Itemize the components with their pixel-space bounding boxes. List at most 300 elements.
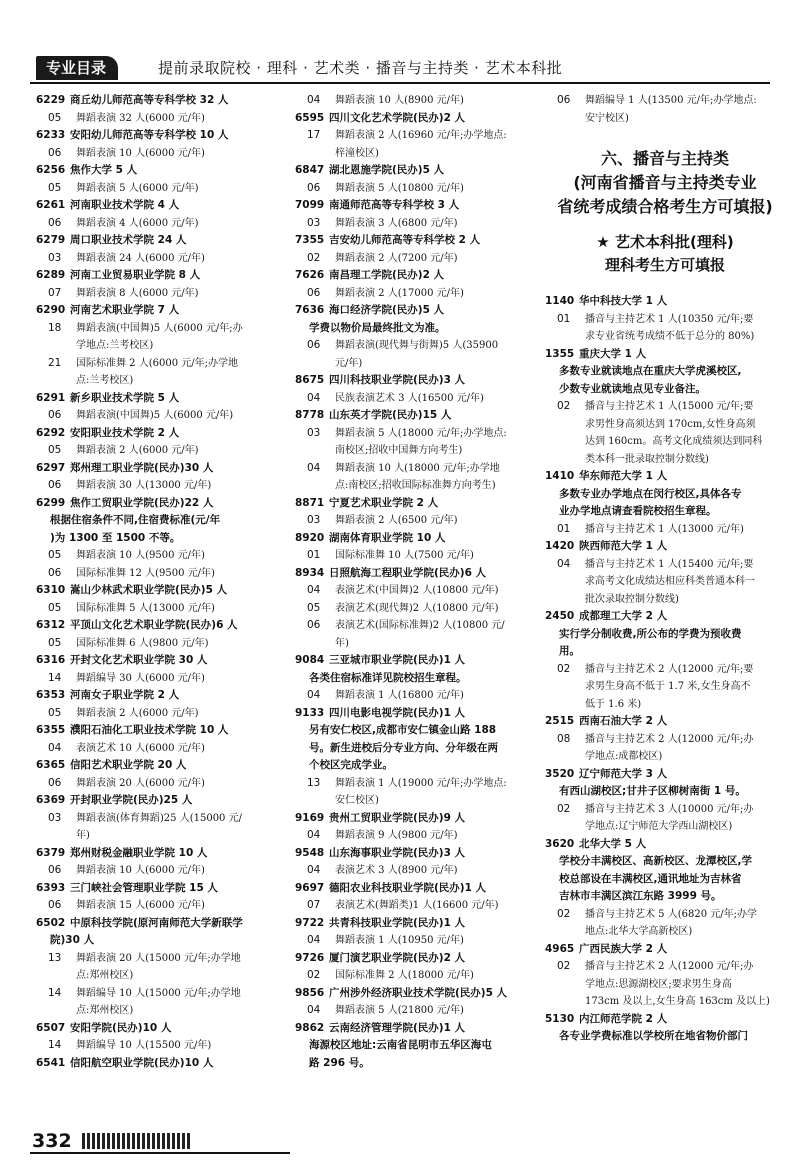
school-note: 根据住宿条件不同,住宿费标准(元/年 [50, 514, 221, 526]
school-name: 安阳学院(民办)10 人 [70, 1021, 172, 1034]
school-code: 9862 [295, 1021, 325, 1034]
program-text: 国际标准舞 5 人(13000 元/年) [76, 602, 215, 614]
program-code: 06 [48, 409, 62, 421]
program-code: 06 [307, 181, 321, 194]
program-entry [36, 1037, 281, 1055]
school-name: 三门峡社会管理职业学院 15 人 [70, 881, 218, 894]
program-continuation: 点:郑州校区) [76, 1005, 134, 1016]
school-name: 南昌理工学院(民办)2 人 [329, 269, 445, 281]
school-entry [295, 845, 540, 863]
program-text: 国际标准舞 6 人(9800 元/年) [76, 637, 209, 649]
school-code: 5130 [545, 1012, 575, 1025]
program-code: 06 [48, 899, 62, 911]
program-text: 舞蹈表演 10 人(18000 元/年;办学地 [335, 462, 500, 474]
school-code: 9722 [295, 916, 325, 929]
school-code: 3520 [545, 767, 575, 780]
school-entry [36, 92, 281, 110]
program-entry [36, 740, 281, 758]
program-code: 05 [48, 111, 62, 124]
school-code: 8871 [295, 496, 325, 509]
program-text: 舞蹈表演 32 人(6000 元/年) [76, 112, 205, 124]
school-entry [295, 565, 540, 583]
school-name: 德阳农业科技职业学院(民办)1 人 [329, 881, 487, 894]
program-entry [295, 92, 540, 110]
program-code: 03 [307, 514, 321, 526]
program-continuation: 点:兰考校区) [76, 375, 134, 386]
program-text: 舞蹈表演 1 人(16800 元/年) [335, 690, 464, 701]
school-name: 四川文化艺术学院(民办)2 人 [329, 111, 466, 124]
program-text: 舞蹈表演 2 人(7200 元/年) [335, 252, 458, 264]
program-code: 04 [307, 391, 321, 404]
program-text: 舞蹈表演 8 人(6000 元/年) [76, 287, 199, 299]
program-entry [295, 512, 540, 530]
program-code: 06 [48, 864, 62, 876]
program-entry [36, 897, 281, 915]
school-name: 信阳航空职业学院(民办)10 人 [70, 1056, 214, 1069]
program-entry [36, 670, 281, 688]
program-code: 05 [48, 181, 62, 194]
program-code: 02 [557, 662, 571, 675]
column-middle [295, 92, 540, 1072]
program-code: 04 [307, 689, 321, 701]
program-text: 表演艺术(现代舞)2 人(10800 元/年) [335, 602, 499, 614]
school-code: 6595 [295, 111, 325, 124]
program-entry [545, 92, 785, 110]
school-note: 另有安仁校区,成都市安仁镇金山路 188 [309, 724, 497, 736]
school-code: 2450 [545, 610, 575, 622]
school-name: 云南经济管理学院(民办)1 人 [329, 1021, 466, 1034]
program-text: 舞蹈编导 10 人(15500 元/年) [76, 1040, 212, 1051]
school-name: 西南石油大学 2 人 [579, 715, 668, 727]
school-note: 学费以物价局最终批文为准。 [309, 321, 446, 334]
program-entry [36, 180, 281, 198]
program-continuation: 梓潼校区) [335, 147, 379, 159]
school-entry [295, 162, 540, 180]
school-code: 6393 [36, 881, 66, 894]
program-text: 表演艺术 10 人(6000 元/年) [76, 742, 205, 754]
school-entry [295, 110, 540, 128]
school-entry [36, 232, 281, 250]
program-continuation: 学地点:辽宁师范大学西山湖校区) [585, 821, 733, 832]
school-code: 6316 [36, 654, 66, 666]
program-code: 02 [557, 960, 571, 972]
school-note: 少数专业就读地点见专业备注。 [559, 382, 706, 395]
program-code: 13 [48, 951, 62, 964]
heading-line: 理科考生方可填报 [604, 256, 725, 274]
school-name: 平顶山文化艺术职业学院(民办)6 人 [70, 619, 238, 631]
school-code: 6289 [36, 269, 66, 281]
program-code: 02 [557, 400, 571, 412]
school-name: 嵩山少林武术职业学院(民办)5 人 [70, 584, 228, 596]
school-name: 日照航海工程职业学院(民办)6 人 [329, 566, 487, 579]
program-entry [295, 215, 540, 233]
program-code: 06 [48, 566, 62, 579]
program-code: 07 [48, 286, 62, 299]
program-text: 播音与主持艺术 5 人(6820 元/年;办学 [585, 908, 757, 920]
school-entry [36, 1055, 281, 1073]
school-entry [36, 652, 281, 670]
school-name: 南通师范高等专科学校 3 人 [329, 199, 460, 211]
program-entry [295, 862, 540, 880]
program-text: 舞蹈表演 2 人(6000 元/年) [76, 707, 199, 719]
page-footer [30, 1130, 290, 1154]
program-text: 播音与主持艺术 1 人(15000 元/年;要 [585, 401, 754, 412]
program-entry [545, 661, 785, 679]
program-text: 播音与主持艺术 1 人(13000 元/年) [585, 523, 744, 535]
program-code: 21 [48, 356, 62, 369]
school-entry [36, 687, 281, 705]
program-text: 国际标准舞 10 人(7500 元/年) [335, 550, 474, 561]
school-entry [295, 985, 540, 1003]
program-entry [36, 985, 281, 1003]
program-entry [295, 460, 540, 478]
school-name: 陕西师范大学 1 人 [579, 540, 668, 552]
school-note: 院)30 人 [50, 934, 95, 946]
program-entry [295, 775, 540, 793]
program-text: 播音与主持艺术 2 人(12000 元/年;办 [585, 961, 754, 972]
program-continuation: 求专业省统考成绩不低于总分的 80%) [585, 331, 755, 342]
school-name: 焦作大学 5 人 [70, 164, 138, 176]
school-name: 安阳职业技术学院 2 人 [70, 426, 180, 439]
program-text: 国际标准舞 12 人(9500 元/年) [76, 567, 215, 579]
program-entry [295, 687, 540, 705]
school-name: 四川科技职业学院(民办)3 人 [329, 374, 466, 386]
program-entry [545, 731, 785, 749]
school-code: 6229 [36, 94, 66, 106]
school-code: 8920 [295, 531, 325, 544]
program-code: 06 [48, 146, 62, 159]
school-name: 湖北恩施学院(民办)5 人 [329, 164, 445, 176]
school-name: 山东海事职业学院(民办)3 人 [329, 846, 466, 859]
school-code: 7099 [295, 199, 325, 211]
school-code: 9084 [295, 654, 325, 666]
program-code: 17 [307, 129, 321, 141]
school-name: 中原科技学院(原河南师范大学新联学 [70, 916, 243, 929]
program-entry [295, 1002, 540, 1020]
program-code: 06 [48, 479, 62, 491]
school-name: 三亚城市职业学院(民办)1 人 [329, 654, 466, 666]
program-continuation: 达到 160cm。高考文化成绩须达到同科 [585, 436, 763, 447]
school-name: 辽宁师范大学 3 人 [579, 767, 668, 780]
school-code: 4965 [545, 942, 575, 955]
school-name: 河南女子职业学院 2 人 [70, 689, 180, 701]
school-code: 6256 [36, 164, 66, 176]
school-name: 湖南体育职业学院 10 人 [329, 531, 446, 544]
program-code: 04 [307, 864, 321, 876]
program-text: 舞蹈表演 30 人(13000 元/年) [76, 480, 212, 491]
school-entry [36, 425, 281, 443]
program-text: 播音与主持艺术 2 人(12000 元/年;要 [585, 663, 754, 675]
program-entry [545, 958, 785, 976]
program-continuation: 求男性身高须达到 170cm,女性身高须 [585, 418, 756, 430]
program-entry [295, 600, 540, 618]
program-code: 03 [48, 251, 62, 264]
program-continuation: 地点:北华大学高新校区) [585, 926, 693, 937]
program-text: 舞蹈表演 1 人(19000 元/年;办学地点: [335, 777, 507, 789]
school-code: 6502 [36, 916, 66, 929]
school-name: 海口经济学院(民办)5 人 [329, 304, 445, 316]
program-code: 02 [557, 907, 571, 920]
program-entry [295, 967, 540, 985]
school-entry [36, 390, 281, 408]
school-code: 6292 [36, 426, 66, 439]
program-entry [36, 600, 281, 618]
program-entry [295, 932, 540, 950]
school-name: 北华大学 5 人 [579, 837, 647, 850]
program-text: 舞蹈表演 10 人(8900 元/年) [335, 95, 464, 106]
school-code: 6353 [36, 689, 66, 701]
column-left [36, 92, 281, 1072]
program-continuation: 类本科一批录取控制分数线) [585, 453, 709, 465]
school-entry [36, 617, 281, 635]
program-entry [295, 617, 540, 635]
page-header [30, 56, 770, 84]
school-code: 6310 [36, 584, 66, 596]
school-name: 郑州财税金融职业学院 10 人 [70, 846, 208, 859]
school-entry [36, 880, 281, 898]
school-name: 开封职业学院(民办)25 人 [70, 794, 193, 806]
program-text: 舞蹈表演 4 人(6000 元/年) [76, 217, 199, 229]
school-name: 周口职业技术学院 24 人 [70, 234, 187, 246]
program-entry [36, 775, 281, 793]
program-entry [36, 250, 281, 268]
program-text: 舞蹈表演 9 人(9800 元/年) [335, 830, 458, 841]
school-entry [545, 766, 785, 784]
program-entry [36, 320, 281, 338]
school-note: 有西山湖校区;甘井子区柳树南街 1 号。 [559, 785, 746, 797]
school-note: )为 1300 至 1500 不等。 [50, 531, 181, 544]
school-note: 吉林市丰满区滨江东路 3999 号。 [559, 890, 722, 902]
school-name: 开封文化艺术职业学院 30 人 [70, 654, 208, 666]
program-continuation: 173cm 及以上,女生身高 163cm 及以上) [585, 996, 770, 1007]
program-entry [545, 398, 785, 416]
program-code: 14 [48, 671, 62, 684]
program-continuation: 低于 1.6 米) [585, 698, 642, 710]
program-text: 舞蹈表演(现代舞与街舞)5 人(35900 [335, 340, 499, 351]
school-name: 四川电影电视学院(民办)1 人 [329, 706, 466, 719]
school-entry [545, 836, 785, 854]
school-code: 1410 [545, 470, 575, 482]
school-code: 6291 [36, 391, 66, 404]
program-text: 舞蹈表演 5 人(10800 元/年) [335, 182, 464, 194]
school-code: 6279 [36, 234, 66, 246]
school-name: 郑州理工职业学院(民办)30 人 [70, 461, 214, 474]
program-text: 表演艺术(中国舞)2 人(10800 元/年) [335, 585, 499, 596]
program-continuation: 安仁校区) [335, 795, 379, 806]
program-entry [295, 827, 540, 845]
program-text: 舞蹈表演(中国舞)5 人(6000 元/年;办 [76, 322, 243, 334]
school-note: 个校区完成学业。 [309, 759, 393, 771]
school-entry [545, 468, 785, 486]
school-name: 河南职业技术学院 4 人 [70, 199, 180, 211]
school-note: 路 296 号。 [309, 1056, 370, 1069]
school-entry [295, 915, 540, 933]
school-entry [295, 495, 540, 513]
program-continuation: 年) [76, 830, 90, 841]
program-entry [295, 547, 540, 565]
school-name: 广州涉外经济职业技术学院(民办)5 人 [329, 986, 508, 999]
decorative-bar [82, 1133, 192, 1149]
program-text: 舞蹈表演 24 人(6000 元/年) [76, 252, 205, 264]
program-continuation: 学地点:思源湖校区;要求男生身高 [585, 978, 732, 990]
school-name: 信阳艺术职业学院 20 人 [70, 759, 187, 771]
program-entry [295, 127, 540, 145]
program-text: 舞蹈表演 2 人(6000 元/年) [76, 445, 199, 456]
program-entry [36, 215, 281, 233]
program-code: 05 [48, 636, 62, 649]
school-entry [36, 302, 281, 320]
program-code: 04 [307, 461, 321, 474]
header-title: 提前录取院校 · 理科 · 艺术类 · 播音与主持类 · 艺术本科批 [158, 59, 563, 77]
school-entry [36, 267, 281, 285]
school-code: 6233 [36, 129, 66, 141]
program-code: 02 [307, 251, 321, 264]
school-code: 7355 [295, 234, 325, 246]
program-text: 舞蹈表演 5 人(21800 元/年) [335, 1005, 464, 1016]
page-number: 332 [32, 1130, 72, 1152]
program-text: 舞蹈表演 10 人(6000 元/年) [76, 147, 205, 159]
program-code: 06 [307, 286, 321, 299]
school-name: 成都理工大学 2 人 [579, 610, 668, 622]
program-entry [36, 110, 281, 128]
program-code: 02 [307, 969, 321, 981]
school-name: 贵州工贸职业学院(民办)9 人 [329, 811, 466, 824]
school-name: 广西民族大学 2 人 [579, 942, 668, 955]
program-code: 03 [48, 811, 62, 824]
school-code: 6261 [36, 199, 66, 211]
program-entry [36, 862, 281, 880]
program-code: 03 [307, 216, 321, 229]
program-text: 舞蹈编导 30 人(6000 元/年) [76, 672, 205, 684]
program-code: 05 [48, 549, 62, 561]
school-name: 濮阳石油化工职业技术学院 10 人 [70, 724, 229, 736]
program-code: 05 [307, 601, 321, 614]
batch-heading [545, 231, 785, 277]
school-entry [295, 810, 540, 828]
school-entry [36, 722, 281, 740]
school-code: 9548 [295, 846, 325, 859]
program-code: 06 [48, 776, 62, 789]
school-entry [36, 162, 281, 180]
school-name: 厦门演艺职业学院(民办)2 人 [329, 951, 466, 964]
school-name: 新乡职业技术学院 5 人 [70, 391, 180, 404]
program-entry [36, 565, 281, 583]
school-entry [295, 530, 540, 548]
school-entry [295, 372, 540, 390]
program-code: 04 [307, 94, 321, 106]
school-code: 9856 [295, 986, 325, 999]
school-entry [545, 941, 785, 959]
program-code: 04 [307, 934, 321, 946]
school-entry [295, 950, 540, 968]
school-note: 号。新生进校后分专业方向、分年级在两 [309, 741, 498, 754]
program-text: 舞蹈表演 20 人(6000 元/年) [76, 777, 205, 789]
program-entry [295, 180, 540, 198]
school-entry [295, 232, 540, 250]
school-note: 业办学地点请查看院校招生章程。 [559, 505, 717, 517]
program-entry [295, 285, 540, 303]
school-code: 2515 [545, 715, 575, 727]
school-entry [295, 1020, 540, 1038]
school-entry [36, 1020, 281, 1038]
program-code: 03 [307, 426, 321, 439]
school-code: 6299 [36, 496, 66, 509]
school-code: 7636 [295, 304, 325, 316]
school-code: 6507 [36, 1021, 66, 1034]
program-text: 表演艺术(舞蹈类)1 人(16600 元/年) [335, 900, 499, 911]
program-text: 舞蹈表演 2 人(16960 元/年;办学地点: [335, 130, 507, 141]
school-code: 6297 [36, 461, 66, 474]
school-entry [295, 302, 540, 320]
program-text: 舞蹈表演(体育舞蹈)25 人(15000 元/ [76, 812, 242, 824]
program-entry [36, 145, 281, 163]
program-text: 国际标准舞 2 人(6000 元/年;办学地 [76, 357, 238, 369]
program-entry [295, 337, 540, 355]
program-continuation: 南校区;招收中国舞方向考生) [335, 445, 463, 456]
school-code: 6312 [36, 619, 66, 631]
program-code: 04 [307, 829, 321, 841]
school-code: 9169 [295, 811, 325, 824]
program-entry [295, 897, 540, 915]
program-text: 舞蹈表演 1 人(10950 元/年) [335, 935, 464, 946]
program-text: 舞蹈表演 5 人(18000 元/年;办学地点: [335, 427, 507, 439]
school-note: 多数专业就读地点在重庆大学虎溪校区, [559, 365, 742, 377]
school-code: 6541 [36, 1056, 66, 1069]
program-code: 04 [307, 1004, 321, 1016]
program-entry [545, 906, 785, 924]
school-name: 重庆大学 1 人 [579, 347, 647, 360]
program-entry [36, 477, 281, 495]
program-code: 05 [48, 706, 62, 719]
school-name: 华东师范大学 1 人 [579, 470, 668, 482]
school-code: 9726 [295, 951, 325, 964]
program-continuation: 点:郑州校区) [76, 970, 134, 981]
school-code: 6365 [36, 759, 66, 771]
program-entry [545, 801, 785, 819]
school-entry [36, 845, 281, 863]
program-code: 01 [307, 549, 321, 561]
heading-line: 省统考成绩合格考生方可填报) [557, 197, 773, 216]
program-code: 04 [557, 557, 571, 570]
school-code: 6290 [36, 304, 66, 316]
school-note: 用。 [559, 645, 580, 657]
school-name: 商丘幼儿师范高等专科学校 32 人 [70, 94, 229, 106]
program-code: 04 [48, 741, 62, 754]
heading-line: ★ 艺术本科批(理科) [596, 233, 734, 251]
program-text: 舞蹈表演(中国舞)5 人(6000 元/年) [76, 410, 234, 421]
school-code: 6379 [36, 846, 66, 859]
program-entry [36, 547, 281, 565]
heading-line: 六、播音与主持类 [600, 149, 729, 168]
program-code: 06 [48, 216, 62, 229]
program-continuation: 元/年) [335, 357, 363, 369]
school-entry [545, 713, 785, 731]
program-text: 舞蹈表演 3 人(6800 元/年) [335, 217, 458, 229]
section-tag: 专业目录 [36, 56, 118, 80]
program-code: 08 [557, 732, 571, 745]
program-code: 04 [307, 584, 321, 596]
program-text: 表演艺术 3 人(8900 元/年) [335, 865, 458, 876]
school-code: 8675 [295, 374, 325, 386]
column-right [545, 92, 785, 1046]
school-name: 华中科技大学 1 人 [579, 295, 668, 307]
school-entry [295, 652, 540, 670]
program-code: 01 [557, 522, 571, 535]
program-text: 播音与主持艺术 1 人(10350 元/年;要 [585, 313, 754, 325]
program-entry [36, 950, 281, 968]
program-code: 13 [307, 776, 321, 789]
program-continuation: 求高考文化成绩达相应科类普通本科一 [585, 576, 755, 587]
